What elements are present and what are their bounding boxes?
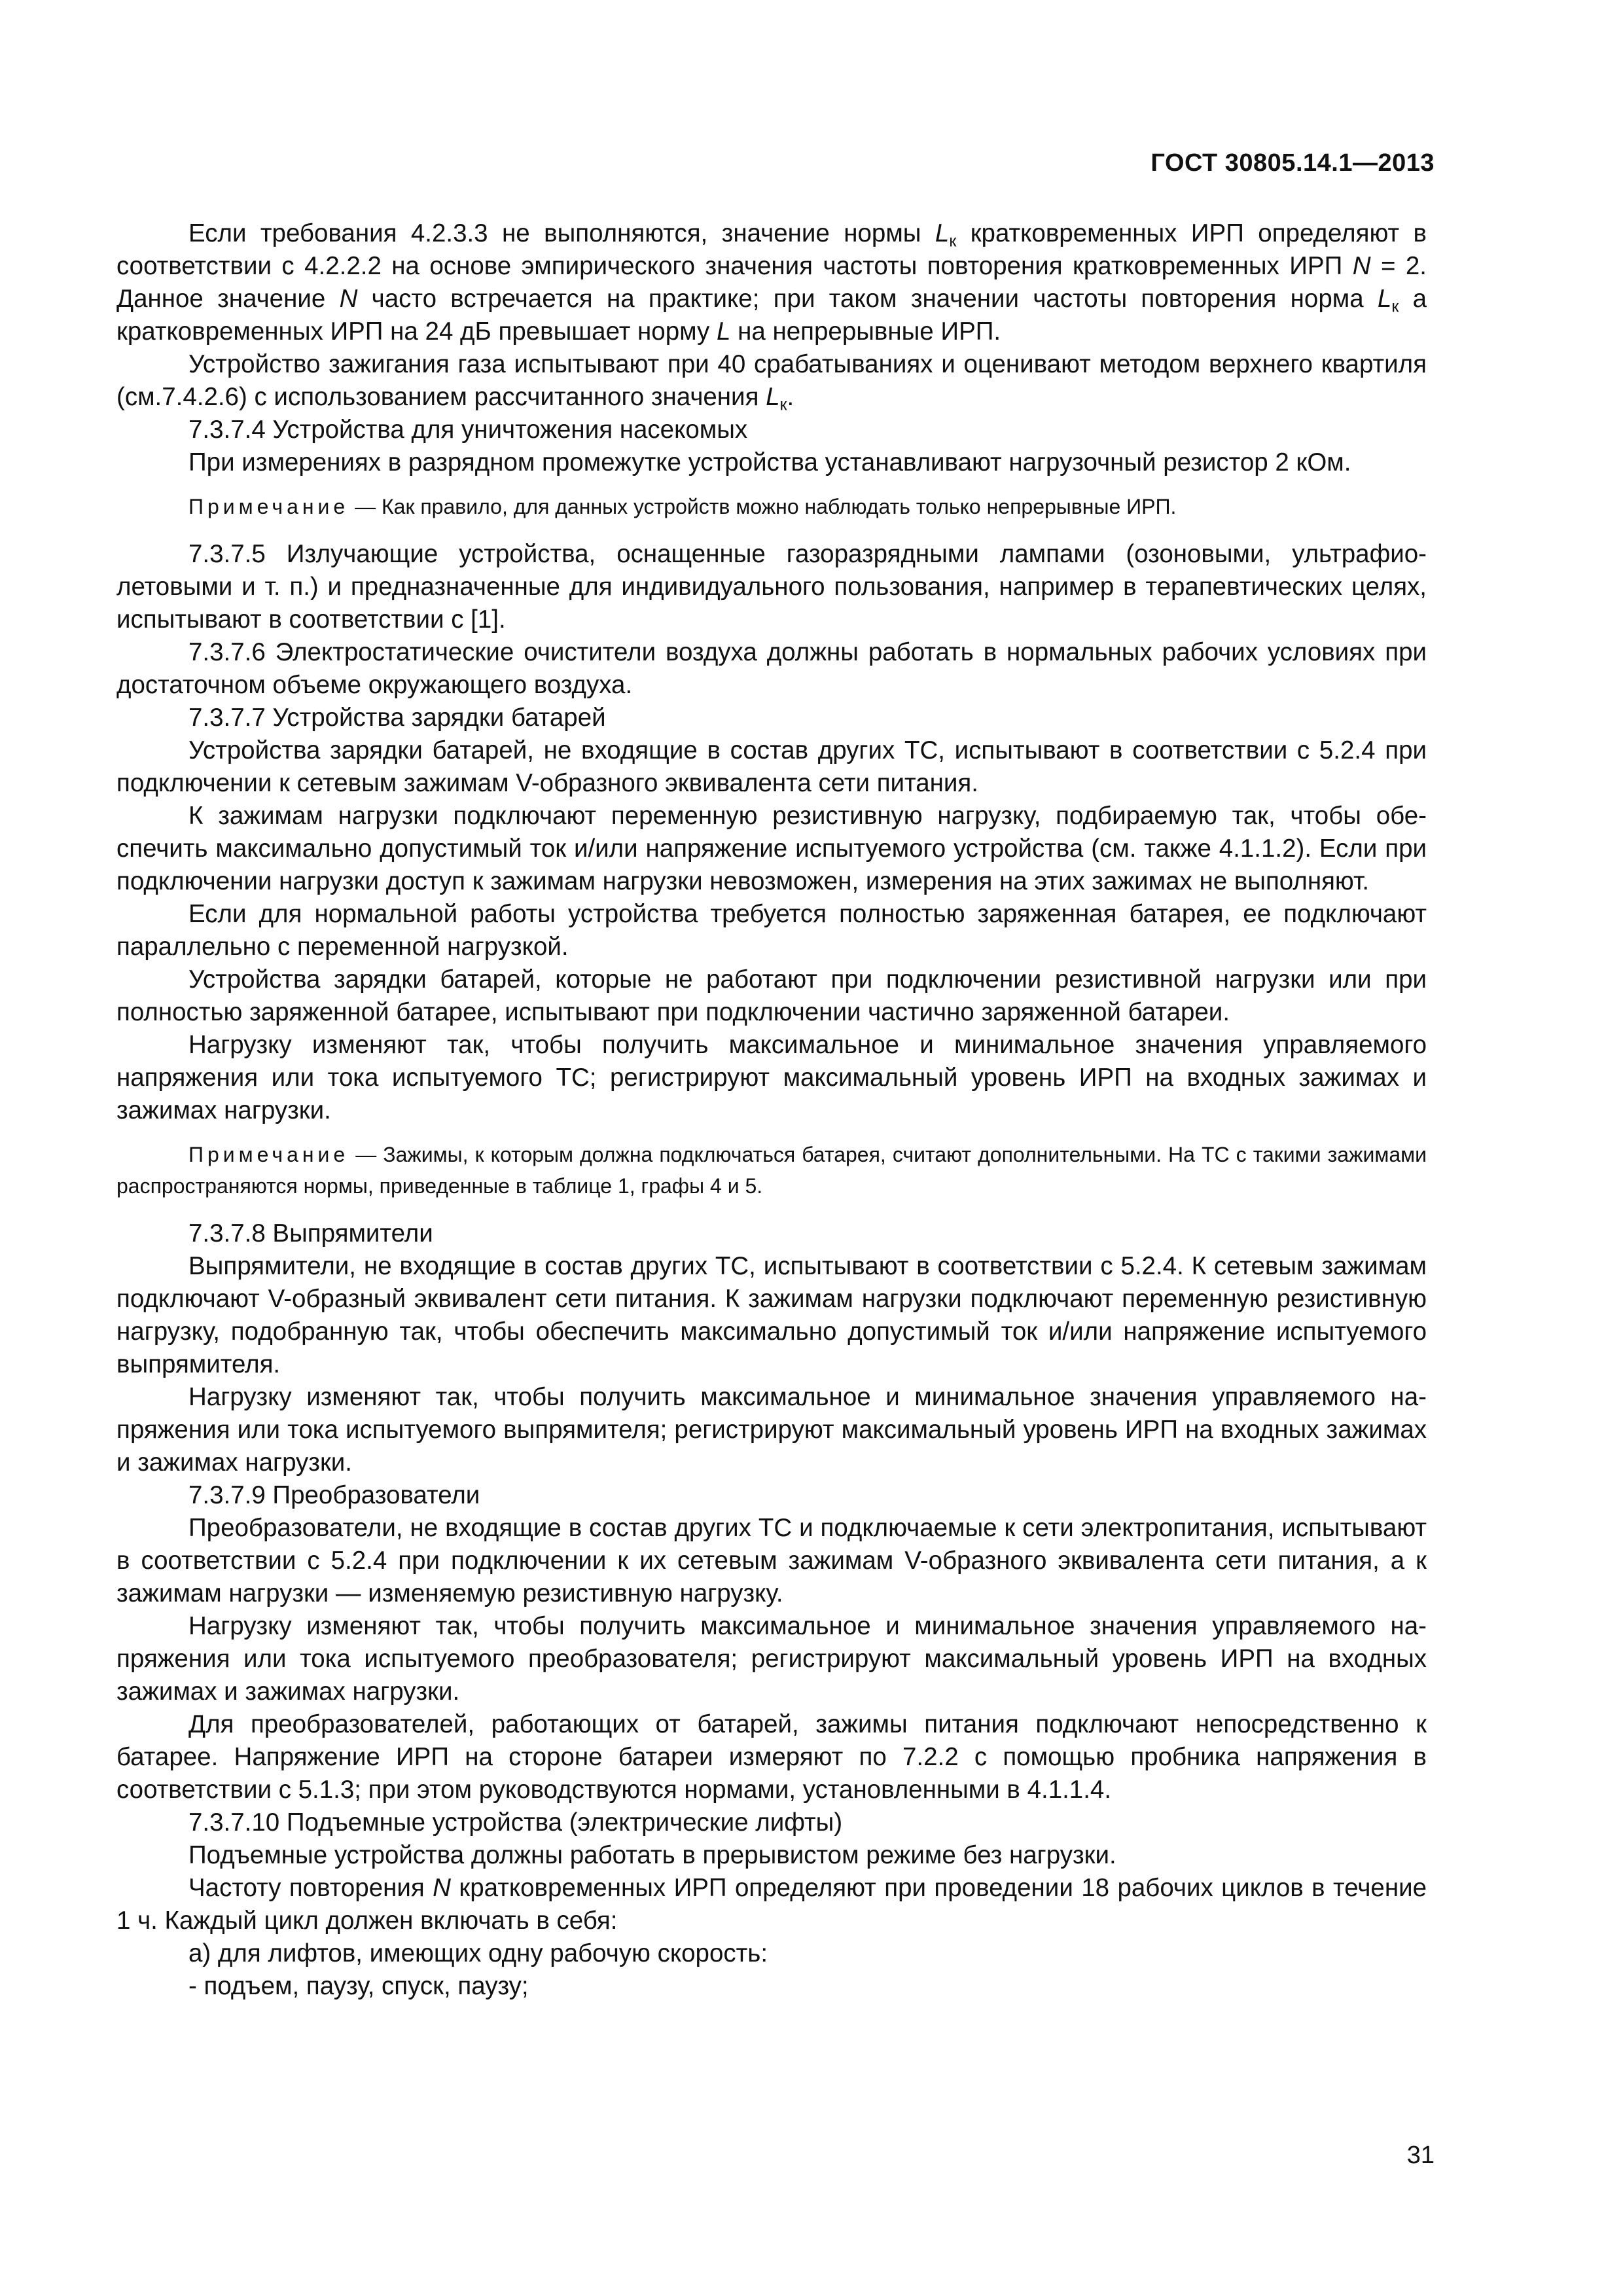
paragraph: Выпрямители, не входящие в состав других ТС, испытывают в соответствии с 5.2.4. К сетевым зажимам подключают V-образный эквивалент сети питания. К зажимам нагрузки подключают переменную резистивную нагрузку, подобранную так, чтобы обеспечить максимально допустимый ток и/или напряжение испытуемого выпрямителя.: [116, 1252, 1427, 1378]
section-heading: 7.3.7.9 Преобразователи: [188, 1481, 480, 1509]
paragraph: Устройства зарядки батарей, не входящие в состав других ТС, испытывают в соответствии с 5.2.4 при подключении к сетевым зажимам V-образного эквивалента сети питания.: [116, 736, 1427, 797]
paragraph: Нагрузку изменяют так, чтобы получить максимальное и минимальное значения управляемого напряжения или тока испытуемого выпрямителя; регистрируют максимальный уровень ИРП на входных зажимах и зажимах нагрузки.: [116, 1383, 1427, 1477]
note-text: — Как правило, для данных устройств можно наблюдать только непрерывные ИРП.: [349, 495, 1177, 518]
paragraph: 7.3.7.5 Излучающие устройства, оснащенные газоразрядными лампами (озоновыми, ультрафиолетовыми и т. п.) и предназначенные для индивидуального пользования, например в терапевтических целях, испытывают в соответствии с [1].: [116, 540, 1427, 634]
paragraph: Если требования 4.2.3.3 не выполняются, значение нормы $L_к$ кратковременных ИРП определяют в соответствии с 4.2.2.2 на основе эмпирического значения частоты повторения кратковременных ИРП N = 2. Данное значение N часто встречается на практике; при таком значении частоты повторения норма $L_к$ а кратковременных ИРП на 24 дБ превышает норму L на непрерывные ИРП.: [116, 219, 1427, 346]
paragraph: Устройство зажигания газа испытывают при 40 срабатываниях и оценивают методом верхнего квартиля (см.7.4.2.6) с использованием рассчитанного значения $L_к$.: [116, 350, 1427, 414]
section-heading: 7.3.7.7 Устройства зарядки батарей: [188, 704, 606, 732]
note-text: — Зажимы, к которым должна подключаться батарея, считают дополнительными. На ТС с такими зажимами распространяются нормы, приведенные в таблице 1, графы 4 и 5.: [116, 1143, 1427, 1198]
list-item: а) для лифтов, имеющих одну рабочую скорость:: [188, 1939, 768, 1967]
paragraph: При измерениях в разрядном промежутке устройства устанавливают нагрузочный резистор 2 кОм.: [188, 448, 1351, 476]
list-item: - подъем, паузу, спуск, паузу;: [188, 1972, 529, 2000]
note-label: Примечание: [188, 1143, 349, 1166]
section-heading: 7.3.7.4 Устройства для уничтожения насекомых: [188, 416, 748, 444]
paragraph: Частоту повторения N кратковременных ИРП определяют при проведении 18 рабочих циклов в течение 1 ч. Каждый цикл должен включать в себя:: [116, 1874, 1427, 1935]
note: [116, 1139, 1427, 1202]
paragraph: Нагрузку изменяют так, чтобы получить максимальное и минимальное значения управляемого напряжения или тока испытуемого преобразователя; регистрируют максимальный уровень ИРП на входных зажимах и зажимах нагрузки.: [116, 1612, 1427, 1706]
note-label: Примечание: [188, 495, 349, 518]
paragraph: Устройства зарядки батарей, которые не работают при подключении резистивной нагрузки или при полностью заряженной батарее, испытывают при подключении частично заряженной батареи.: [116, 965, 1427, 1026]
page-number: 31: [1406, 2142, 1435, 2169]
paragraph: К зажимам нагрузки подключают переменную резистивную нагрузку, подбираемую так, чтобы обеспечить максимально допустимый ток и/или напряжение испытуемого устройства (см. также 4.1.1.2). Если при подключении нагрузки доступ к зажимам нагрузки невозможен, измерения на этих зажимах не выполняют.: [116, 802, 1427, 895]
section-heading: 7.3.7.10 Подъемные устройства (электрические лифты): [188, 1808, 843, 1837]
document-body: [116, 217, 1427, 2003]
paragraph: Подъемные устройства должны работать в прерывистом режиме без нагрузки.: [188, 1841, 1116, 1869]
note: [116, 491, 1427, 522]
paragraph: Преобразователи, не входящие в состав других ТС и подключаемые к сети электропитания, испытывают в соответствии с 5.2.4 при подключении к их сетевым зажимам V-образного эквивалента сети питания, а к зажимам нагрузки — изменяемую резистивную нагрузку.: [116, 1514, 1427, 1607]
section-heading: 7.3.7.8 Выпрямители: [188, 1219, 433, 1247]
standard-header: ГОСТ 30805.14.1—2013: [1150, 149, 1435, 177]
paragraph: Нагрузку изменяют так, чтобы получить максимальное и минимальное значения управляемого напряжения или тока испытуемого ТС; регистрируют максимальный уровень ИРП на входных зажимах и зажимах нагрузки.: [116, 1031, 1427, 1124]
paragraph: Если для нормальной работы устройства требуется полностью заряженная батарея, ее подключают параллельно с переменной нагрузкой.: [116, 900, 1427, 961]
paragraph: 7.3.7.6 Электростатические очистители воздуха должны работать в нормальных рабочих условиях при достаточном объеме окружающего воздуха.: [116, 638, 1427, 699]
paragraph: Для преобразователей, работающих от батарей, зажимы питания подключают непосредственно к батарее. Напряжение ИРП на стороне батареи измеряют по 7.2.2 с помощью пробника напряжения в соответствии с 5.1.3; при этом руководствуются нормами, установленными в 4.1.1.4.: [116, 1710, 1427, 1804]
